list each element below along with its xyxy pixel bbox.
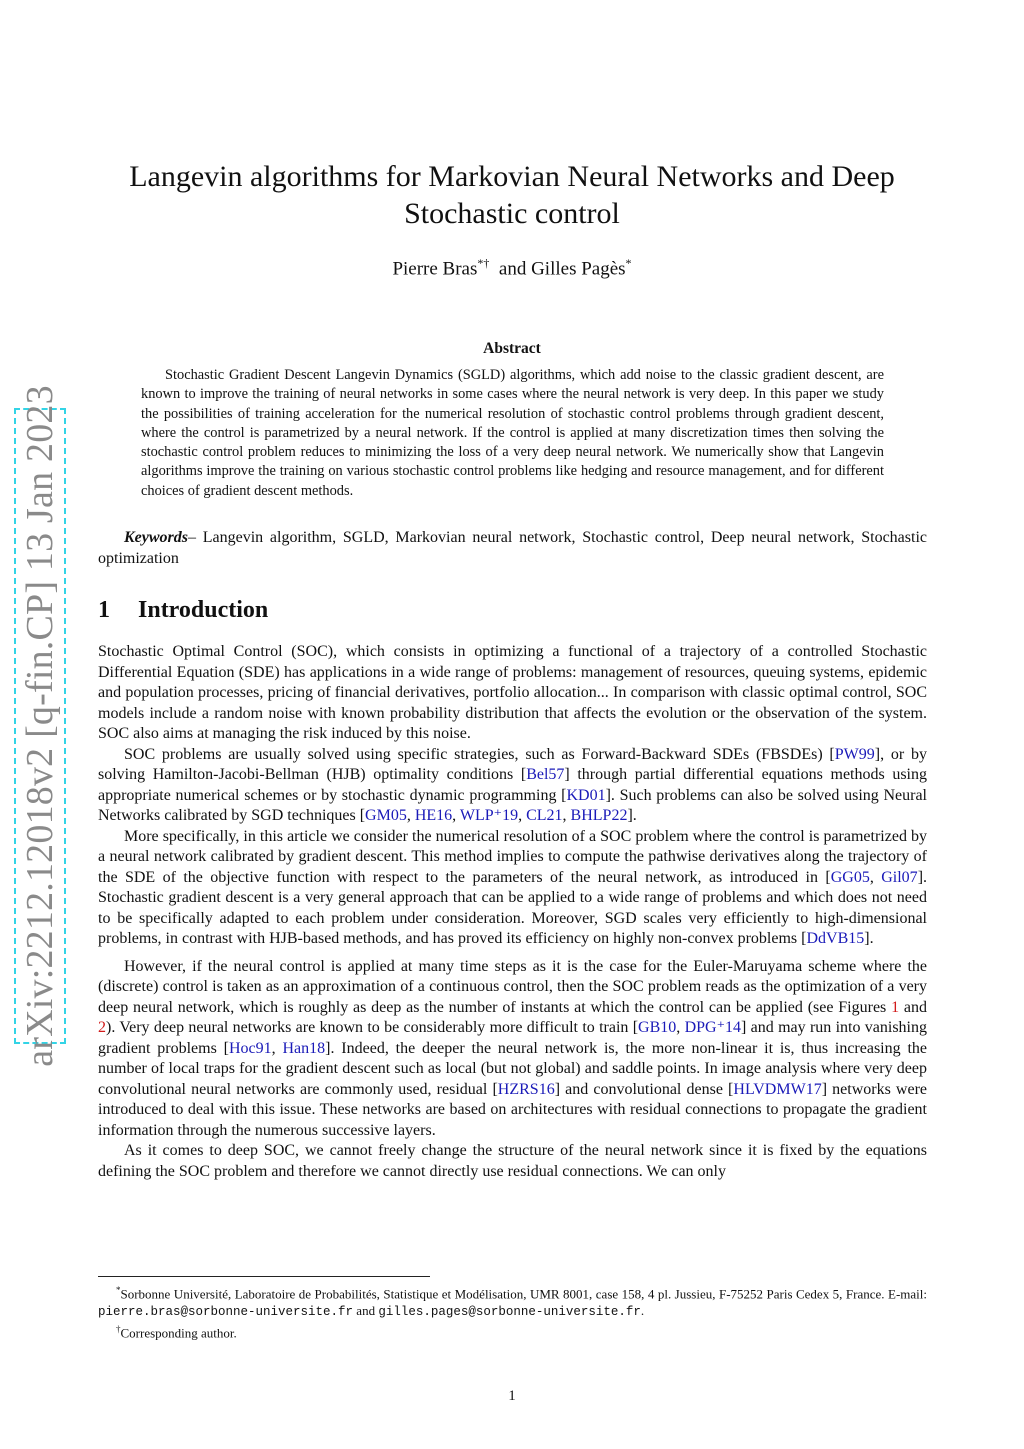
keywords-label: Keywords xyxy=(124,529,188,546)
paragraph-2: SOC problems are usually solved using specific strategies, such as Forward-Backward SDEs (FBSDEs) [PW99], or by solving Hamilton-Jacobi-Bellman (HJB) optimality conditions [Bel57] through partial differential equations methods using appropriate numerical schemes or by stochastic dynamic programming [KD01]. Such problems can also be solved using Neural Networks calibrated by SGD techniques [GM05, HE16, WLP⁺19, CL21, BHLP22]. xyxy=(98,745,928,824)
citation-link[interactable]: GM05 xyxy=(365,807,407,824)
section-heading xyxy=(98,597,268,624)
citation-link[interactable]: HLVDMW17 xyxy=(733,1080,822,1098)
author-2-marks: * xyxy=(625,256,632,270)
citation-link[interactable]: Han18 xyxy=(282,1039,326,1057)
keywords-text: Langevin algorithm, SGLD, Markovian neural network, Stochastic control, Deep neural network, Stochastic optimization xyxy=(98,529,927,567)
citation-link[interactable]: CL21 xyxy=(526,807,563,824)
figure-link[interactable]: 2 xyxy=(98,1019,106,1036)
citation-link[interactable]: KD01 xyxy=(566,786,606,804)
paragraph-5: As it comes to deep SOC, we cannot freely change the structure of the neural network since it is fixed by the equations defining the SOC problem and therefore we cannot directly use residual connections. We can only xyxy=(98,1142,927,1180)
page-number: 1 xyxy=(508,1388,516,1404)
citation-link[interactable]: PW99 xyxy=(834,745,875,763)
section-title: Introduction xyxy=(138,597,269,623)
paragraph-3: More specifically, in this article we consider the numerical resolution of a SOC problem where the control is parametrized by a neural network calibrated by gradient descent. This method implies to compute the pathwise derivatives along the trajectory of the SDE of the objective function with respect to the parameters of the neural network, as introduced in [GG05, Gil07]. Stochastic gradient descent is a very general approach that can be applied to a wide range of problems and which does not need to be specifically adapted to each problem under consideration. Moreover, SGD scales very efficiently to high-dimensional problems, in contrast with HJB-based methods, and has proved its efficiency on highly non-convex problems [DdVB15]. xyxy=(98,827,928,947)
citation-link[interactable]: GB10 xyxy=(638,1019,677,1036)
abstract-text: Stochastic Gradient Descent Langevin Dynamics (SGLD) algorithms, which add noise to the classic gradient descent, are known to improve the training of neural networks in some cases where the neural network is very deep. In this paper we study the possibilities of training acceleration for the numerical resolution of stochastic control problems through gradient descent, where the control is parametrized by a neural network. If the control is applied at many discretization times then solving the stochastic control problem reduces to minimizing the loss of a very deep neural network. We numerically show that Langevin algorithms improve the training on various stochastic control problems like hedging and resource management, and for different choices of gradient descent methods. xyxy=(141,367,884,499)
author-2: Gilles Pagès xyxy=(531,258,626,280)
footnote-affiliation: *Sorbonne Université, Laboratoire de Probabilités, Statistique et Modélisation, UMR 8001, case 158, 4 pl. Jussieu, F-75252 Paris Cedex 5, France. E-mail: pierre.bras@sorbonne-universite.fr and gilles.pages@sorbonne-universite.fr. xyxy=(98,1285,927,1320)
email-link-2[interactable]: gilles.pages@sorbonne-universite.fr xyxy=(378,1305,641,1320)
citation-link[interactable]: DdVB15 xyxy=(806,930,865,947)
email-link-1[interactable]: pierre.bras@sorbonne-universite.fr xyxy=(98,1305,354,1320)
footnotes xyxy=(98,1282,927,1342)
footnote-corresponding: †Corresponding author. xyxy=(116,1324,237,1341)
paper-title: Langevin algorithms for Markovian Neural Networks and Deep Stochastic control xyxy=(129,160,895,230)
paragraph-1: Stochastic Optimal Control (SOC), which consists in optimizing a functional of a trajectory of a controlled Stochastic Differential Equation (SDE) has applications in a wide range of problems: management of resources, queuing systems, epidemic and population processes, pricing of financial derivatives, portfolio allocation... In comparison with classic optimal control, SOC models include a random noise with known probability distribution that affects the evolution or the observation of the system. SOC also aims at managing the risk induced by this noise. xyxy=(98,643,927,742)
keywords: Keywords– Langevin algorithm, SGLD, Markovian neural network, Stochastic control, Deep neural network, Stochastic optimization xyxy=(98,529,927,567)
citation-link[interactable]: Hoc91 xyxy=(228,1039,272,1057)
section-number: 1 xyxy=(98,597,110,623)
body-text xyxy=(98,642,927,1182)
citation-link[interactable]: HZRS16 xyxy=(497,1080,555,1098)
paragraph-4: However, if the neural control is applied at many time steps as it is the case for the Euler-Maruyama scheme where the (discrete) control is taken as an approximation of a continuous control, then the SOC problem reads as the optimization of a very deep neural network, which is roughly as deep as the number of instants at which the control can be applied (see Figures 1 and 2). Very deep neural networks are known to be considerably more difficult to train [GB10, DPG⁺14] and may run into vanishing gradient problems [Hoc91, Han18]. Indeed, the deeper the neural network is, the more non-linear it is, thus increasing the number of local traps for the gradient descent such as local (but not global) and saddle points. In image analysis where very deep convolutional neural networks are commonly used, residual [HZRS16] and convolutional dense [HLVDMW17] networks were introduced to deal with this issue. These networks are based on architectures with residual connections to propagate the gradient information through the numerous successive layers. xyxy=(98,957,928,1139)
citation-link[interactable]: BHLP22 xyxy=(570,807,628,824)
author-line xyxy=(110,256,914,280)
citation-link[interactable]: Gil07 xyxy=(881,868,918,886)
citation-link[interactable]: Bel57 xyxy=(526,766,565,783)
arxiv-identifier-text: arXiv:2212.12018v2 [q-fin.CP] 13 Jan 2023 xyxy=(19,385,61,1067)
arxiv-identifier-stamp xyxy=(14,385,66,1067)
abstract-heading: Abstract xyxy=(483,340,541,357)
citation-link[interactable]: GG05 xyxy=(830,868,870,886)
footnote-divider xyxy=(98,1276,430,1277)
author-1-marks: *† xyxy=(477,256,490,270)
author-connector: and xyxy=(498,258,527,280)
author-1: Pierre Bras xyxy=(392,258,478,280)
citation-link[interactable]: HE16 xyxy=(414,807,453,824)
figure-link[interactable]: 1 xyxy=(891,998,900,1016)
citation-link[interactable]: WLP⁺19 xyxy=(459,807,519,824)
citation-link[interactable]: DPG⁺14 xyxy=(684,1019,742,1036)
